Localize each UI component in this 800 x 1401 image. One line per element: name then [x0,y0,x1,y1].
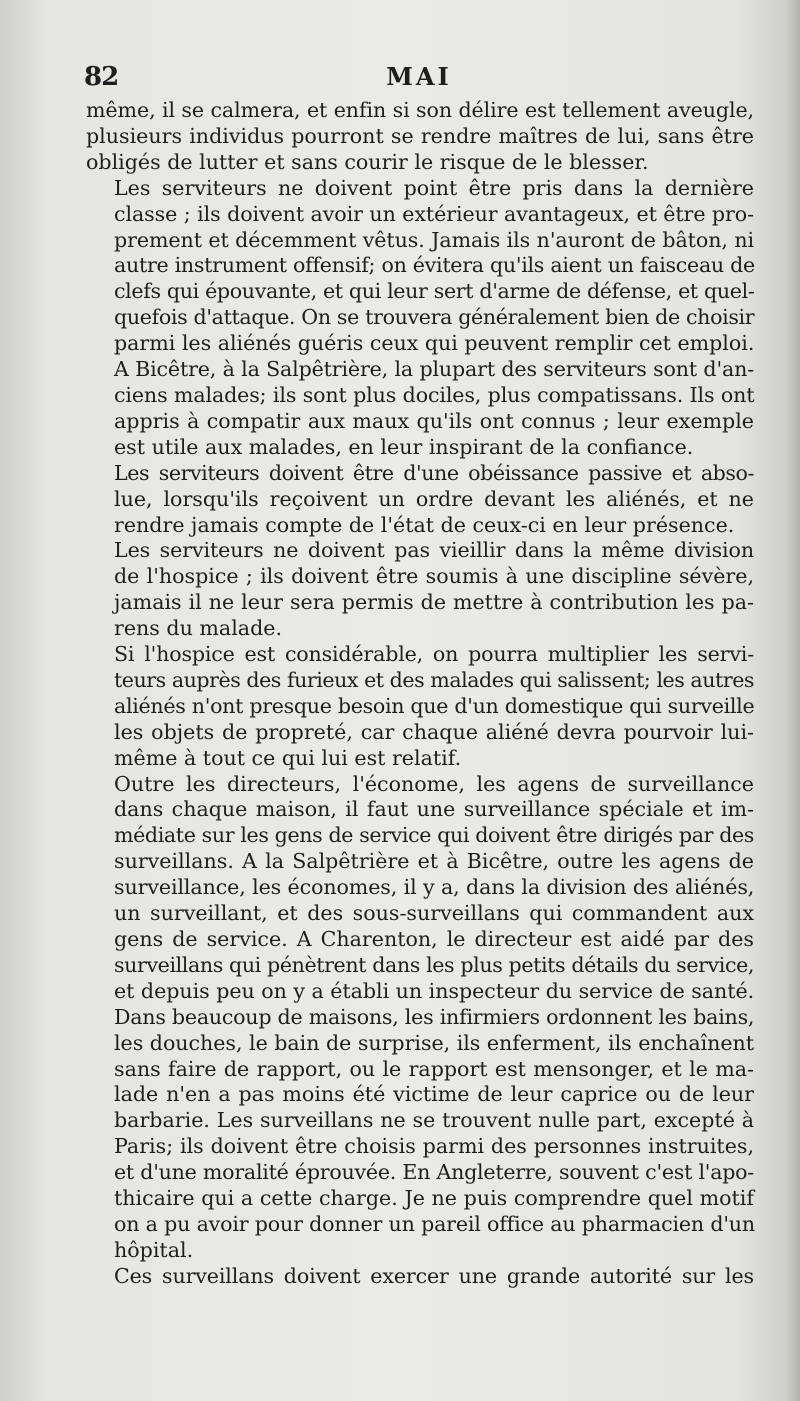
text-line: un surveillant, et des sous-surveillans qui commandent aux [114,901,754,926]
text-line: Paris; ils doivent être choisis parmi des personnes instruites, [114,1134,754,1159]
text-line: de l'hospice ; ils doivent être soumis à une discipline sévère, [114,564,754,589]
paragraph [86,176,754,461]
text-line: surveillans. A la Salpêtrière et à Bicêtre, outre les agens de [114,849,754,874]
text-line: A Bicêtre, à la Salpêtrière, la plupart des serviteurs sont d'an- [114,357,754,382]
text-line: on a pu avoir pour donner un pareil office au pharmacien d'un [114,1211,755,1236]
text-line: les objets de propreté, car chaque aliéné devra pourvoir lui- [114,719,754,744]
text-line: dans chaque maison, il faut une surveillance spéciale et im- [114,797,754,822]
text-line: Les serviteurs doivent être d'une obéissance passive et abso- [114,460,754,485]
paragraph [86,98,754,176]
text-line: barbarie. Les surveillans ne se trouvent nulle part, excepté à [114,1108,754,1133]
text-line: lue, lorsqu'ils reçoivent un ordre devant les aliénés, et ne [114,486,754,511]
page-edge-shadow [786,0,800,1401]
paragraph [86,1264,754,1290]
text-line: classe ; ils doivent avoir un extérieur avantageux, et être pro- [114,201,754,226]
text-line: médiate sur les gens de service qui doivent être dirigés par des [114,823,754,848]
text-line: surveillance, les économes, il y a, dans la division des aliénés, [114,875,755,900]
text-line: clefs qui épouvante, et qui leur sert d'arme de défense, et quel- [114,279,755,304]
page-header [84,62,754,92]
text-line: obligés de lutter et sans courir le risque de le blesser. [86,149,649,174]
text-line: hôpital. [114,1237,194,1262]
text-line: sans faire de rapport, ou le rapport est mensonger, et le ma- [114,1056,754,1081]
paragraph [86,772,754,1264]
text-line: même à tout ce qui lui est relatif. [114,745,462,770]
text-line: plusieurs individus pourront se rendre maîtres de lui, sans être [86,123,754,148]
text-line: aliénés n'ont presque besoin que d'un domestique qui surveille [114,693,755,718]
page-number: 82 [84,62,119,92]
text-line: lade n'en a pas moins été victime de leur caprice ou de leur [114,1082,754,1107]
text-line: et depuis peu on y a établi un inspecteur du service de santé. [114,978,755,1003]
text-line: Dans beaucoup de maisons, les infirmiers ordonnent les bains, [114,1004,755,1029]
text-line: thicaire qui a cette charge. Je ne puis comprendre quel motif [114,1186,754,1211]
text-line: Ces surveillans doivent exercer une grande autorité sur les [114,1263,754,1288]
text-line: Si l'hospice est considérable, on pourra multiplier les servi- [114,642,754,667]
text-line: quefois d'attaque. On se trouvera généralement bien de choisir [114,305,755,330]
text-line: Outre les directeurs, l'économe, les agens de surveillance [114,771,754,796]
paragraph [86,642,754,772]
text-line: est utile aux malades, en leur inspirant de la confiance. [114,434,694,459]
running-head: MAI [386,62,452,91]
text-line: les douches, le bain de surprise, ils enferment, ils enchaînent [114,1030,754,1055]
text-line: même, il se calmera, et enfin si son délire est tellement aveugle, [86,98,755,122]
text-line: rendre jamais compte de l'état de ceux-ci en leur présence. [114,512,735,537]
text-line: Les serviteurs ne doivent point être pris dans la dernière [114,175,754,200]
text-line: Les serviteurs ne doivent pas vieillir dans la même division [114,538,754,563]
text-line: ciens malades; ils sont plus dociles, plus compatissans. Ils ont [114,382,755,407]
text-line: et d'une moralité éprouvée. En Angleterre, souvent c'est l'apo- [114,1160,754,1185]
text-line: surveillans qui pénètrent dans les plus petits détails du service, [114,952,754,977]
text-line: appris à compatir aux maux qu'ils ont connus ; leur exemple [114,408,754,433]
text-line: gens de service. A Charenton, le directeur est aidé par des [114,927,754,951]
paragraph [86,461,754,539]
text-line: parmi les aliénés guéris ceux qui peuvent remplir cet emploi. [114,331,755,356]
text-line: rens du malade. [114,616,282,641]
text-line: teurs auprès des furieux et des malades qui salissent; les autres [114,667,754,692]
text-line: jamais il ne leur sera permis de mettre à contribution les pa- [114,590,754,615]
paragraph [86,538,754,642]
body-text [86,98,754,1290]
text-line: autre instrument offensif; on évitera qu'ils aient un faisceau de [114,253,755,278]
text-line: prement et décemment vêtus. Jamais ils n'auront de bâton, ni [114,227,754,252]
